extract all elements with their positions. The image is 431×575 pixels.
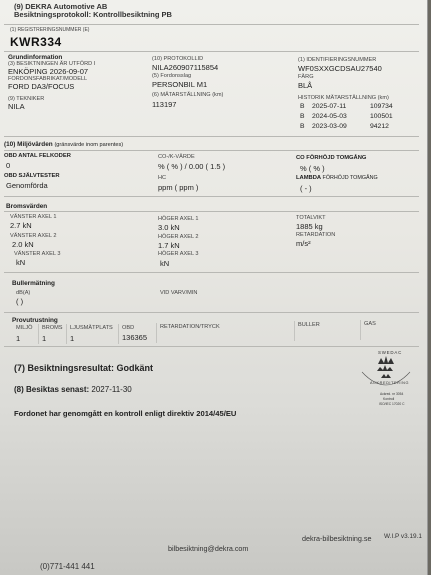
inspection-protocol-sheet: (9) DEKRA Automotive AB Besiktningsprotokoll: Kontrollbesiktning PB (1) REGISTRERINGSNUMMER (E) KWR334 Grundinformation (3) BESIKTNINGEN ÄR UTFÖRD I ENKÖPING 2026-09-07 FORDONSFABRIKAT/MODELL FORD DA3/FOCUS (9) TEKNIKER NILA (10) PROTOKOLLID NILA260907115854 (5) Fordonsslag PERSONBIL M1 (6) MÄTARSTÄLLNING (km) 113197 (1) IDENTIFIERINGSNUMMER WF0SXXGCDSAU27540 FÄRG BLÅ HISTORIK MÄTARSTÄLLNING (km) B 2025-07-11 109734 B 2024-05-03 100501 B 2023-03-09 94212 (10) Miljövärden (gränsvärde inom parentes) OBD ANTAL FELKODER 0 OBD SJÄLVTESTER Genomförda CO-/K-VÄRDE % ( % ) / 0.00 ( 1.5 ) HC ppm ( ppm ) CO FÖRHÖJD TOMGÅNG % ( % ) LAMBDA FÖRHÖJD TOMGÅNG ( - ) Bromsvärden VÄNSTER AXEL 1 2.7 kN VÄNSTER AXEL 2 2.0 kN VÄNSTER AXEL 3 kN HÖGER AXEL 1 3.0 kN HÖGER AXEL 2 1.7 kN HÖGER AXEL 3 kN TOTALVIKT 1885 kg RETARDATION m/s² Bullermätning dB(A) ( ) VID VARV/MIN Provutrustning MILJÖ BROMS LJUSMÄTPLATS OBD RETARDATION/TRYCK BULLER GAS 1 1 1 136365 (7) Besiktningsresultat: Godkänt (8) Besiktas senast: 2027-11-30 Fordonet har genomgått en kontroll enligt direktiv 2014/45/EU SWEDAC ACKREDITERING Ackred. nr 3054 Kontroll ISO/IEC 17020 C bilbesiktning@dekra.com dekra-bilbesiktning.se W.I.P v3.19.1 (0)771-441 441: [0, 0, 428, 575]
footer-email[interactable]: bilbesiktning@dekra.com: [168, 544, 249, 553]
header-divider: [4, 24, 419, 25]
reg-number: KWR334: [10, 35, 62, 49]
brems-end-divider: [4, 272, 419, 273]
prov-col-gas: GAS: [364, 321, 376, 327]
hc-label: HC: [158, 175, 167, 181]
grund-divider: [4, 136, 419, 137]
miljo-note: (gränsvärde inom parentes): [54, 142, 124, 148]
prov-val-ljus: 1: [70, 334, 75, 343]
left-axle-1-value: 2.7 kN: [10, 221, 32, 230]
vin-value: WF0SXXGCDSAU27540: [298, 64, 382, 73]
prov-col-ljus: LJUSMÄTPLATS: [70, 325, 113, 331]
brems-title: Bromsvärden: [6, 203, 48, 210]
co-value: % ( % ) / 0.00 ( 1.5 ): [158, 162, 226, 171]
left-axle-1-label: VÄNSTER AXEL 1: [10, 214, 57, 220]
co-high-label: CO FÖRHÖJD TOMGÅNG: [296, 155, 367, 161]
seal-line1: Ackred. nr 3054: [380, 392, 404, 396]
tech-value: NILA: [8, 102, 25, 111]
seal-line2: Kontroll: [383, 397, 395, 401]
latest-inspection: (8) Besiktas senast: 2027-11-30: [14, 385, 132, 394]
left-axle-2-value: 2.0 kN: [12, 240, 34, 249]
prov-col-retard: RETARDATION/TRYCK: [160, 324, 220, 330]
prov-sep: [118, 324, 119, 344]
retardation-label: RETARDATION: [296, 232, 336, 238]
right-axle-1-value: 3.0 kN: [158, 223, 180, 232]
prov-sep: [38, 324, 39, 344]
prov-sep: [294, 321, 295, 341]
type-label: (5) Fordonsslag: [152, 73, 192, 79]
type-value: PERSONBIL M1: [152, 80, 208, 89]
footer-version: W.I.P v3.19.1: [384, 533, 422, 540]
prov-col-obd: OBD: [122, 325, 135, 331]
left-axle-2-label: VÄNSTER AXEL 2: [10, 233, 57, 239]
co-label: CO-/K-VÄRDE: [158, 154, 195, 160]
buller-end-divider: [4, 312, 419, 313]
protocol-value: NILA260907115854: [152, 63, 219, 72]
buller-title: Bullermätning: [12, 280, 55, 287]
vin-label: (1) IDENTIFIERINGSNUMMER: [298, 57, 377, 63]
color-label: FÄRG: [298, 74, 314, 80]
reg-number-label: (1) REGISTRERINGSNUMMER (E): [10, 27, 90, 33]
right-axle-3-label: HÖGER AXEL 3: [158, 251, 199, 257]
miljo-divider: [4, 150, 419, 151]
prov-col-broms: BROMS: [42, 325, 63, 331]
prov-sep: [360, 320, 361, 340]
right-axle-3-value: kN: [160, 259, 170, 268]
seal-line3: ISO/IEC 17020 C: [379, 402, 405, 406]
obd-self-label: OBD SJÄLVTESTER: [4, 173, 60, 179]
prov-col-buller: BULLER: [298, 322, 320, 328]
co-high-value: % ( % ): [300, 164, 325, 173]
grund-title: Grundinformation: [8, 54, 63, 61]
protocol-label: (10) PROTOKOLLID: [152, 56, 204, 62]
obd-fault-value: 0: [6, 161, 11, 170]
right-axle-2-value: 1.7 kN: [158, 241, 180, 250]
odometer-value: 113197: [152, 100, 177, 109]
company-line: (9) DEKRA Automotive AB: [14, 2, 108, 11]
seal-top-text: SWEDAC: [378, 350, 403, 355]
left-axle-3-label: VÄNSTER AXEL 3: [14, 251, 61, 257]
right-axle-1-label: HÖGER AXEL 1: [158, 216, 199, 222]
right-axle-2-label: HÖGER AXEL 2: [158, 234, 199, 240]
odometer-label: (6) MÄTARSTÄLLNING (km): [152, 92, 224, 98]
footer-phone: (0)771-441 441: [40, 562, 95, 571]
hc-value: ppm ( ppm ): [158, 183, 199, 192]
latest-inspection-date: 2027-11-30: [91, 385, 132, 394]
prov-val-miljo: 1: [16, 334, 21, 343]
deadline-label: (3) BESIKTNINGEN ÄR UTFÖRD I: [8, 61, 96, 67]
retardation-value: m/s²: [296, 239, 311, 248]
history-label: HISTORIK MÄTARSTÄLLNING (km): [298, 95, 389, 101]
directive-statement: Fordonet har genomgått en kontroll enligt direktiv 2014/45/EU: [14, 409, 237, 418]
lambda-value: ( - ): [300, 184, 312, 193]
left-axle-3-value: kN: [16, 258, 26, 267]
prov-val-obd: 136365: [122, 333, 148, 342]
total-weight-value: 1885 kg: [296, 222, 323, 231]
seal-ring-text: ACKREDITERING: [370, 381, 410, 385]
prov-sep: [66, 324, 67, 344]
prov-col-miljo: MILJÖ: [16, 325, 33, 331]
brems-divider: [4, 211, 419, 212]
total-weight-label: TOTALVIKT: [296, 215, 326, 221]
miljo-end-divider: [4, 196, 419, 197]
lambda-label: LAMBDA FÖRHÖJD TOMGÅNG: [296, 175, 378, 181]
deadline-value: ENKÖPING 2026-09-07: [8, 67, 89, 76]
swedac-seal: [348, 350, 424, 412]
color-value: BLÅ: [298, 81, 313, 90]
miljo-title: (10) Miljövärden (gränsvärde inom parentes): [4, 141, 124, 148]
db-value: ( ): [16, 297, 24, 306]
prov-title: Provutrustning: [12, 317, 58, 324]
prov-end-divider: [4, 346, 419, 347]
protocol-title: Besiktningsprotokoll: Kontrollbesiktning PB: [14, 10, 172, 19]
tech-label: (9) TEKNIKER: [8, 96, 45, 102]
prov-sep: [156, 323, 157, 343]
db-label: dB(A): [16, 290, 31, 296]
reg-divider: [4, 51, 419, 52]
prov-val-broms: 1: [42, 334, 47, 343]
inspection-result: (7) Besiktningsresultat: Godkänt: [14, 363, 154, 373]
obd-fault-label: OBD ANTAL FELKODER: [4, 153, 71, 159]
make-label: FORDONSFABRIKAT/MODELL: [8, 76, 88, 82]
make-value: FORD DA3/FOCUS: [8, 82, 75, 91]
rpm-label: VID VARV/MIN: [160, 290, 198, 296]
obd-self-value: Genomförda: [6, 181, 48, 190]
footer-website[interactable]: dekra-bilbesiktning.se: [302, 534, 372, 543]
